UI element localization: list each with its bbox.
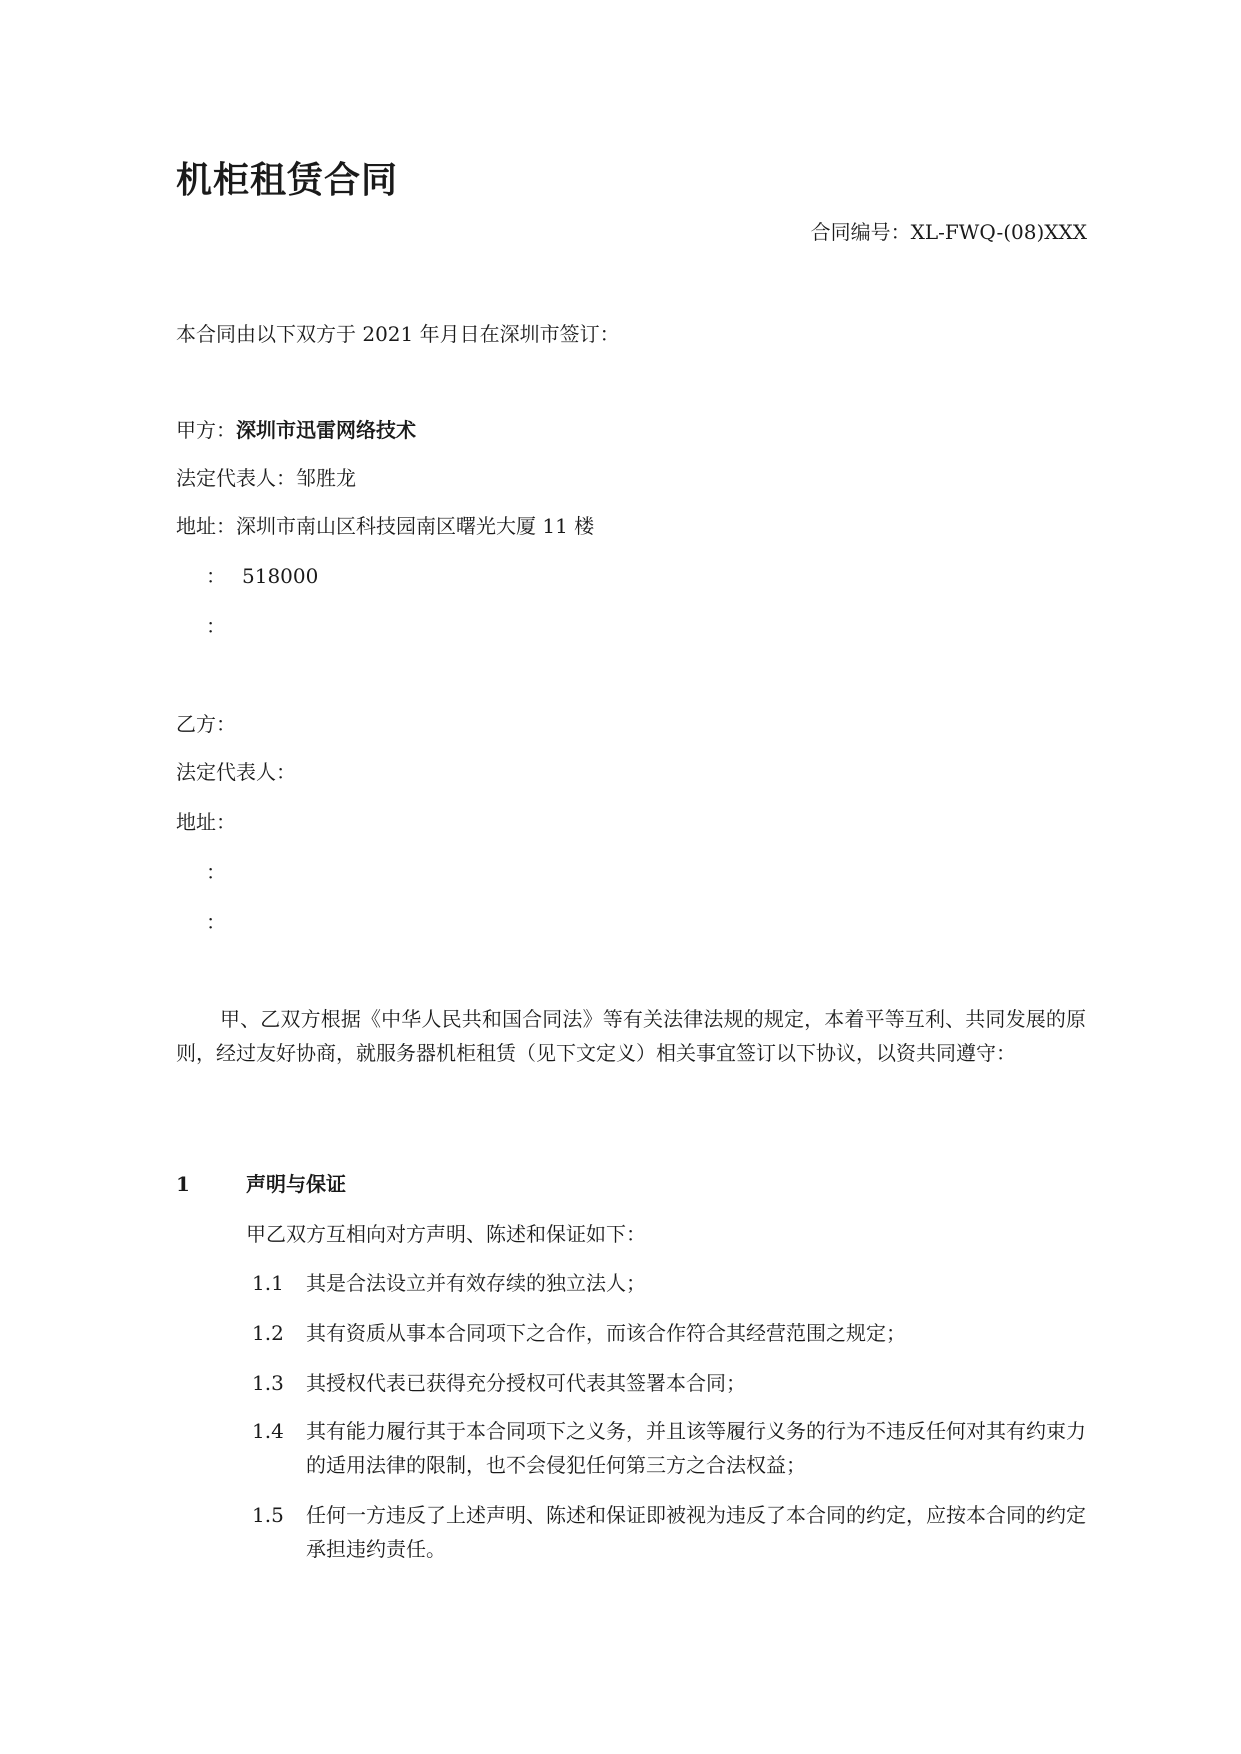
section-number: 1	[176, 1172, 190, 1196]
section-intro: 甲乙双方互相向对方声明、陈述和保证如下：	[246, 1222, 646, 1246]
clause-text: 其授权代表已获得充分授权可代表其签署本合同；	[306, 1371, 746, 1395]
party-a-label: 甲方：	[176, 418, 236, 442]
party-b-address: 地址：	[176, 810, 236, 834]
preamble-paragraph: 甲、乙双方根据《中华人民共和国合同法》等有关法律法规的规定，本着平等互利、共同发展的原则，经过友好协商，就服务器机柜租赁（见下文定义）相关事宜签订以下协议，以资共同遵守：	[176, 1007, 1086, 1065]
document-title: 机柜租赁合同	[176, 160, 399, 201]
clause-text: 其是合法设立并有效存续的独立法人；	[306, 1271, 646, 1295]
party-b-line5: ：	[206, 910, 226, 934]
party-a-postcode: 518000	[242, 564, 319, 588]
contract-number: 合同编号：XL-FWQ-(08)XXX	[810, 220, 1087, 244]
section-title: 声明与保证	[246, 1172, 346, 1196]
party-a-address: 地址：深圳市南山区科技园南区曙光大厦 11 楼	[176, 514, 595, 538]
clause-number: 1.1	[252, 1271, 284, 1295]
party-b-line4: ：	[206, 860, 226, 884]
intro-line: 本合同由以下双方于 2021 年月日在深圳市签订：	[176, 322, 620, 346]
clause-text: 任何一方违反了上述声明、陈述和保证即被视为违反了本合同的约定，应按本合同的约定承担违约责任。	[306, 1503, 1086, 1561]
party-b-label: 乙方：	[176, 712, 236, 736]
party-a-rep: 法定代表人：邹胜龙	[176, 466, 356, 490]
clause-text: 其有能力履行其于本合同项下之义务，并且该等履行义务的行为不违反任何对其有约束力的适用法律的限制，也不会侵犯任何第三方之合法权益；	[306, 1419, 1086, 1477]
party-a-extra-label: ：	[206, 614, 226, 638]
party-a-line	[176, 418, 416, 442]
clause-number: 1.5	[252, 1503, 284, 1527]
party-a-postcode-label: ：	[206, 564, 226, 588]
clause-text: 其有资质从事本合同项下之合作，而该合作符合其经营范围之规定；	[306, 1321, 906, 1345]
clause-number: 1.4	[252, 1419, 284, 1443]
clause-number: 1.2	[252, 1321, 284, 1345]
party-a-name: 深圳市迅雷网络技术	[236, 418, 416, 442]
clause-number: 1.3	[252, 1371, 284, 1395]
party-b-rep: 法定代表人：	[176, 760, 296, 784]
